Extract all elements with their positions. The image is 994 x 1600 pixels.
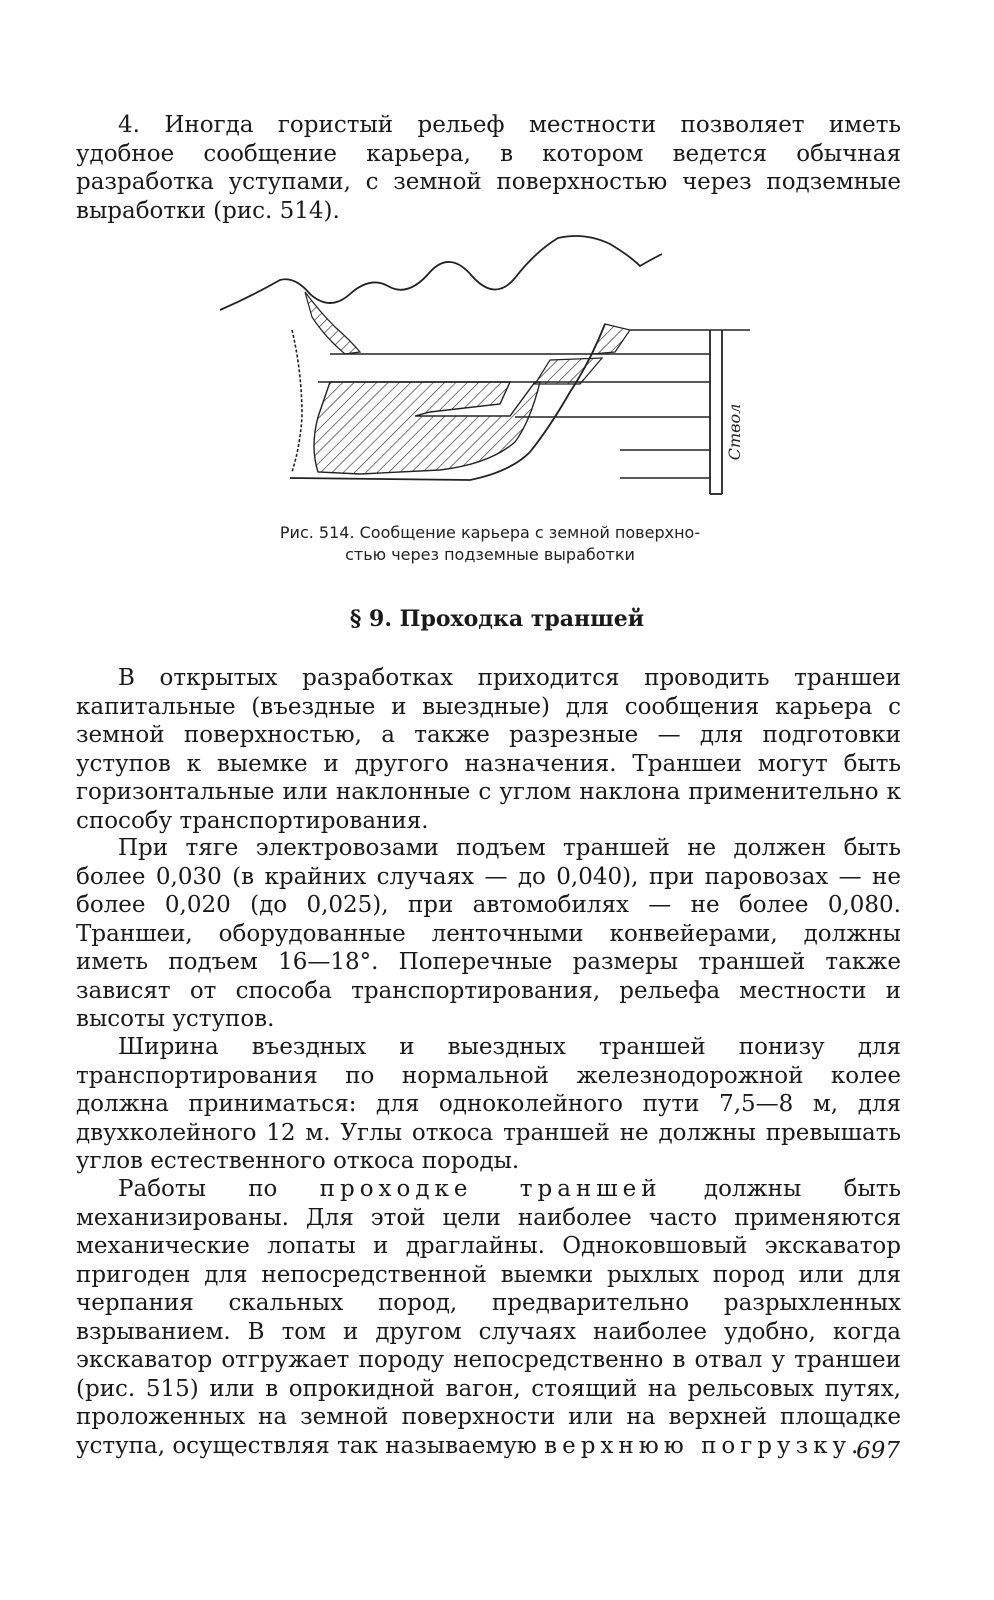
paragraph-2: При тяге электровозами подъем траншей не должен быть более 0,030 (в крайних случаях — до 0,040), при паровозах — не более 0,020 (до 0,025), при автомобилях — не более 0,080. Траншеи, оборудованные ленточными конвейерами, должны иметь подъем 16—18°. Поперечные размеры траншей также зависят от способа транспортирования, рельефа местности и высоты уступов.: [76, 835, 901, 1032]
figure-514-quarry-diagram: [210, 232, 770, 512]
caption-line-2: стью через подземные выработки: [345, 545, 635, 564]
shaft-label: Ствол: [725, 403, 744, 461]
left-slope: [305, 292, 360, 354]
figure-caption: [190, 522, 790, 566]
p4-text-3: .: [851, 1432, 859, 1459]
p4-text-2: должны быть механизированы. Для этой цели наиболее часто применяются механические лопаты и драглайны. Одноковшовый экскаватор пригоден для непосредственной выемки рыхлых пород или для черпания скальных пород, предварительно разрыхленных взрыванием. В том и другом случаях наиболее удобно, когда экскаватор отгружает породу непосредственно в отвал у траншеи (рис. 515) или в опрокидной вагон, стоящий на рельсовых путях, проложенных на земной поверхности или на верхней площадке уступа, осуществляя так называемую: [76, 1176, 901, 1459]
paragraph-1: В открытых разработках приходится проводить траншеи капитальные (въездные и выездные) для сообщения карьера с земной поверхностью, а также разрезные — для подготовки уступов к выемке и другого назначения. Траншеи могут быть горизонтальные или наклонные с углом наклона применительно к способу транспортирования.: [76, 665, 901, 834]
middle-bench: [535, 358, 602, 384]
intro-paragraph: 4. Иногда гористый рельеф местности позволяет иметь удобное сообщение карьера, в котором ведется обычная разработка уступами, с земной поверхностью через подземные выработки (рис. 514).: [76, 112, 901, 224]
page-number: 697: [856, 1438, 900, 1464]
upper-bench: [592, 324, 630, 354]
caption-line-1: Рис. 514. Сообщение карьера с земной поверхно-: [279, 523, 701, 542]
p4-text-1: Работы по: [118, 1176, 320, 1202]
rock-massif: [314, 382, 540, 474]
paragraph-4: [76, 1175, 901, 1460]
section-heading: § 9. Проходка траншей: [349, 606, 645, 632]
mountain-ridge-line: [220, 236, 662, 310]
left-wall: [292, 330, 302, 472]
paragraph-3: Ширина въездных и выездных траншей понизу для транспортирования по нормальной железнодорожной колее должна приниматься: для одноколейного пути 7,5—8 м, для двухколейного 12 м. Углы откоса траншей не должны превышать углов естественного откоса породы.: [76, 1034, 901, 1174]
p4-spaced-term-2: верхнюю погрузку: [544, 1432, 852, 1459]
p4-spaced-term-1: проходке траншей: [319, 1176, 662, 1202]
